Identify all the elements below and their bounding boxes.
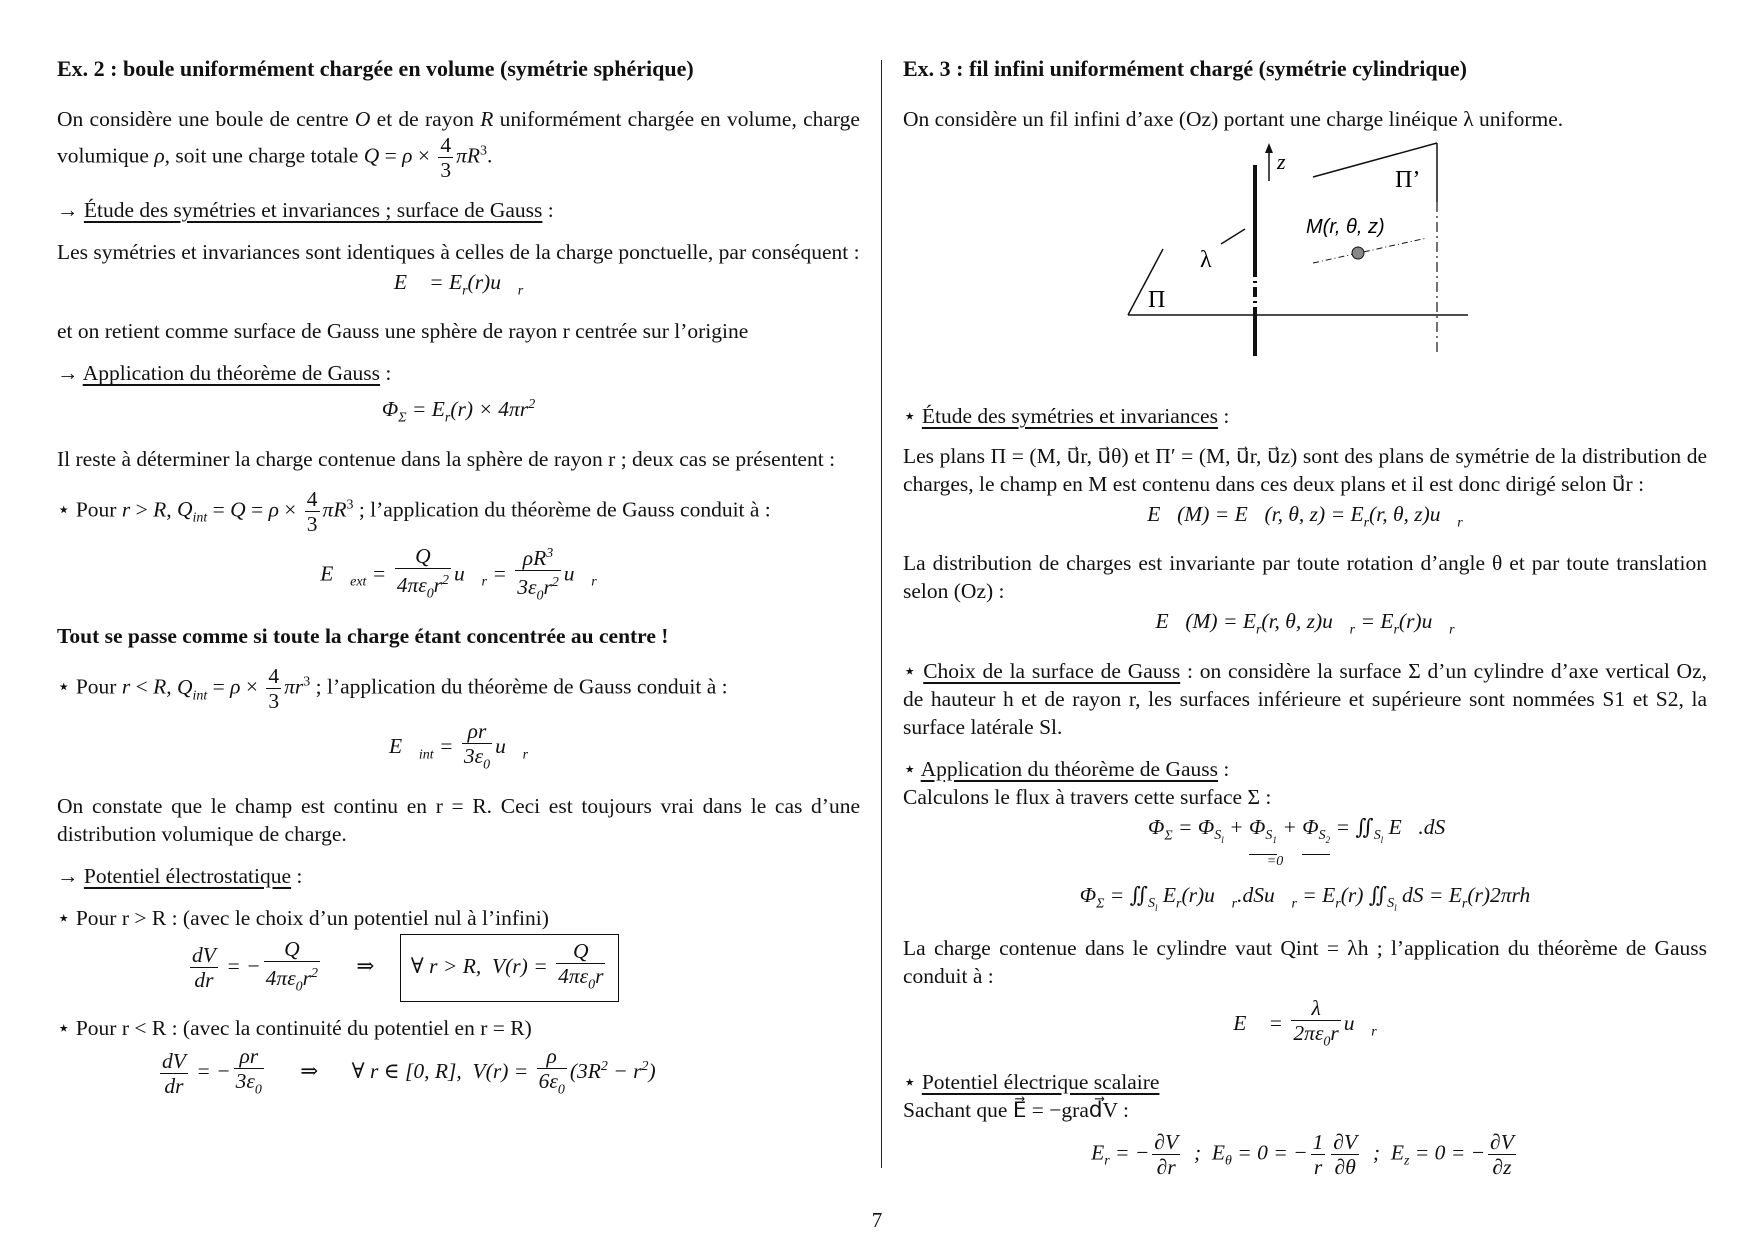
left-case2: ⋆ Pour r < R, $Q_{int} = \rho$ × $\frac{4}{3}$ $\pi r^3$ ; l’application du théorème de Gauss conduit à : <box>57 664 728 714</box>
left-sec1-equation: E⃗ = $E_r(r)u⃗_r$ <box>393 270 524 299</box>
frac-four-thirds: $\frac{4}{3}$ <box>440 133 452 182</box>
right-sec3-head: ⋆ Application du théorème de Gauss : <box>903 756 1230 781</box>
right-sec4-head: ⋆ Potentiel électrique scalaire <box>903 1070 1160 1095</box>
left-sec2-equation: $\Phi_\Sigma = E_r(r) \times 4\pi r^2$ <box>381 397 536 426</box>
point-m-label: M(r, θ, z) <box>1306 216 1385 238</box>
left-sec1-title: Étude des symétries et invariances ; surface de Gauss <box>83 198 543 222</box>
right-sec4-equation: $E_r$ = − $\frac{\partial V}{\partial r}$ ; $E_\theta = 0$ = − $\frac{1}{r}$ $\frac{\partial V}{\partial\theta}$ ; $E_z = 0$ = − $\frac{\partial V}{\partial z}$ <box>1091 1130 1514 1180</box>
right-sec1-equation2: E⃗(M) = $E_r(r$, θ, $z)u⃗_r$ = $E_r(r)u⃗_r$ <box>1155 609 1455 638</box>
lambda-label: λ <box>1200 247 1212 273</box>
left-column <box>57 55 860 1114</box>
left-title: Ex. 2 : boule uniformément chargée en volume (symétrie sphérique) <box>57 56 694 81</box>
z-arrow-head <box>1265 143 1273 153</box>
right-column <box>903 55 1707 1193</box>
lambda-pointer <box>1221 229 1245 244</box>
left-bold-note: Tout se passe comme si toute la charge étant concentrée au centre ! <box>57 624 669 649</box>
right-sec1-equation: E⃗(M) = E⃗(r, θ, $z) = E_r(r$, θ, $z)u⃗_r$ <box>1147 502 1463 531</box>
right-sec1-text2: La distribution de charges est invariante par toute rotation d’angle θ et par toute translation selon (Oz) : <box>903 551 1707 604</box>
point-m-marker <box>1352 247 1364 259</box>
right-sec3-text: Calculons le flux à travers cette surface Σ : <box>903 784 1272 809</box>
left-sec2-text: Il reste à déterminer la charge contenue dans la sphère de rayon r ; deux cas se présentent : <box>57 446 836 471</box>
pi-label: Π <box>1148 287 1166 313</box>
right-sec3-equation1: $\Phi_\Sigma = \Phi_{S_l} + \Phi_{S_1} + \Phi_{S_2}$ = $∬_{S_l}$ E⃗.dS⃗ =0 <box>903 813 1707 869</box>
right-intro: On considère un fil infini d’axe (Oz) portant une charge linéique λ uniforme. <box>903 107 1564 131</box>
z-label: z <box>1277 149 1286 174</box>
page-number: 7 <box>871 1208 883 1232</box>
left-pot2: ⋆ Pour r < R : (avec la continuité du potentiel en r = R) <box>57 1015 532 1040</box>
left-sec3-head: → Potentiel électrostatique : <box>57 863 303 888</box>
left-case2-equation: $E⃗_{int}$ = $\frac{\rho r}{3\varepsilon_0}$ $u⃗_r$ <box>388 719 528 773</box>
right-sec2: ⋆ Choix de la surface de Gauss : on considère la surface Σ d’un cylindre d’axe vertical Oz, de hauteur h et de rayon r, les surfaces inférieure et supérieure sont nommées S1 et S2, la surface latérale Sl. <box>903 658 1707 739</box>
left-continuity: On constate que le champ est continu en r = R. Ceci est toujours vrai dans le cas d’une distribution volumique de charge. <box>57 793 860 846</box>
zero-under-brace: =0 <box>1266 853 1284 869</box>
left-pot2-equation: $\frac{dV}{dr}$ = − $\frac{\rho r}{3\varepsilon_0}$ ⇒ ∀ r ∈ [0, R], V(r) = $\frac{\rho}{6\varepsilon_0}$ $(3R^2 - r^2)$ <box>162 1043 656 1098</box>
left-sec2-head: → Application du théorème de Gauss : <box>57 361 392 386</box>
wire-diagram <box>903 139 1707 394</box>
right-sec2-text: : on considère la surface Σ d’un cylindre d’axe vertical Oz, de hauteur h et de rayon r, les surfaces inférieure et supérieure sont nommées S1 et S2, la surface latérale Sl. <box>903 658 1707 739</box>
right-sec4-text: Sachant que E⃗ = −grad⃗V : <box>903 1098 1130 1123</box>
right-title: Ex. 3 : fil infini uniformément chargé (symétrie cylindrique) <box>903 56 1467 81</box>
left-sec1-after: et on retient comme surface de Gauss une sphère de rayon r centrée sur l’origine <box>57 319 749 344</box>
left-case1-equation: $E⃗_{ext}$ = $\frac{Q}{4\pi\varepsilon_0r^2}$ $u⃗_r$ = $\frac{\rho R^3}{3\varepsilon_0r^2}$ $u⃗_r$ <box>57 542 860 609</box>
left-pot1-equation: $\frac{dV}{dr}$ = − $\frac{Q}{4\pi\varepsilon_0r^2}$ ⇒ ∀ r > R, V(r) = $\frac{Q}{4\pi\varepsilon_0r}$ <box>57 934 860 1002</box>
left-sec1-head: → Étude des symétries et invariances ; surface de Gauss : <box>57 198 554 222</box>
radial-dash <box>1313 238 1427 263</box>
column-divider <box>881 60 882 1168</box>
left-sec1-text: Les symétries et invariances sont identiques à celles de la charge ponctuelle, par conséquent : <box>57 240 860 264</box>
right-sec3-equation3: E⃗ = $\frac{\lambda}{2\pi\varepsilon_0r}$ $u⃗_r$ <box>1233 995 1377 1050</box>
wire-figure <box>903 139 1707 394</box>
right-sec2-head: Choix de la surface de Gauss <box>923 658 1181 683</box>
left-case1: ⋆ Pour r > R, $Q_{int} = Q = \rho$ × $\frac{4}{3}$ $\pi R^3$ ; l’application du théorème de Gauss conduit à : <box>57 486 771 536</box>
pi-prime-label: Π’ <box>1395 167 1421 193</box>
right-sec3-equation2: $\Phi_\Sigma$ = $∬_{S_l}$ $E_r(r)u⃗_r.dSu⃗_r = E_r(r)$ $∬_{S_l}$ dS = $E_r(r)2\pi rh$ <box>1079 882 1531 913</box>
left-pot1: ⋆ Pour r > R : (avec le choix d’un potentiel nul à l’infini) <box>57 905 549 930</box>
left-intro: On considère une boule de centre O et de rayon R uniformément chargée en volume, charge volumique ρ, soit une charge totale Q = ρ × $\frac{4}{3}$ $\pi R^3$. <box>57 107 860 182</box>
right-sec3-text2: La charge contenue dans le cylindre vaut Qint = λh ; l’application du théorème de Gauss conduit à : <box>903 935 1707 988</box>
right-sec1-head: ⋆ Étude des symétries et invariances : <box>903 404 1230 428</box>
right-sec1-text: Les plans Π = (M, u⃗r, u⃗θ) et Π′ = (M, u⃗r, u⃗z) sont des plans de symétrie de la distribution de charges, le champ en M est contenu dans ces deux plans et il est donc dirigé selon u⃗r : <box>903 444 1707 496</box>
